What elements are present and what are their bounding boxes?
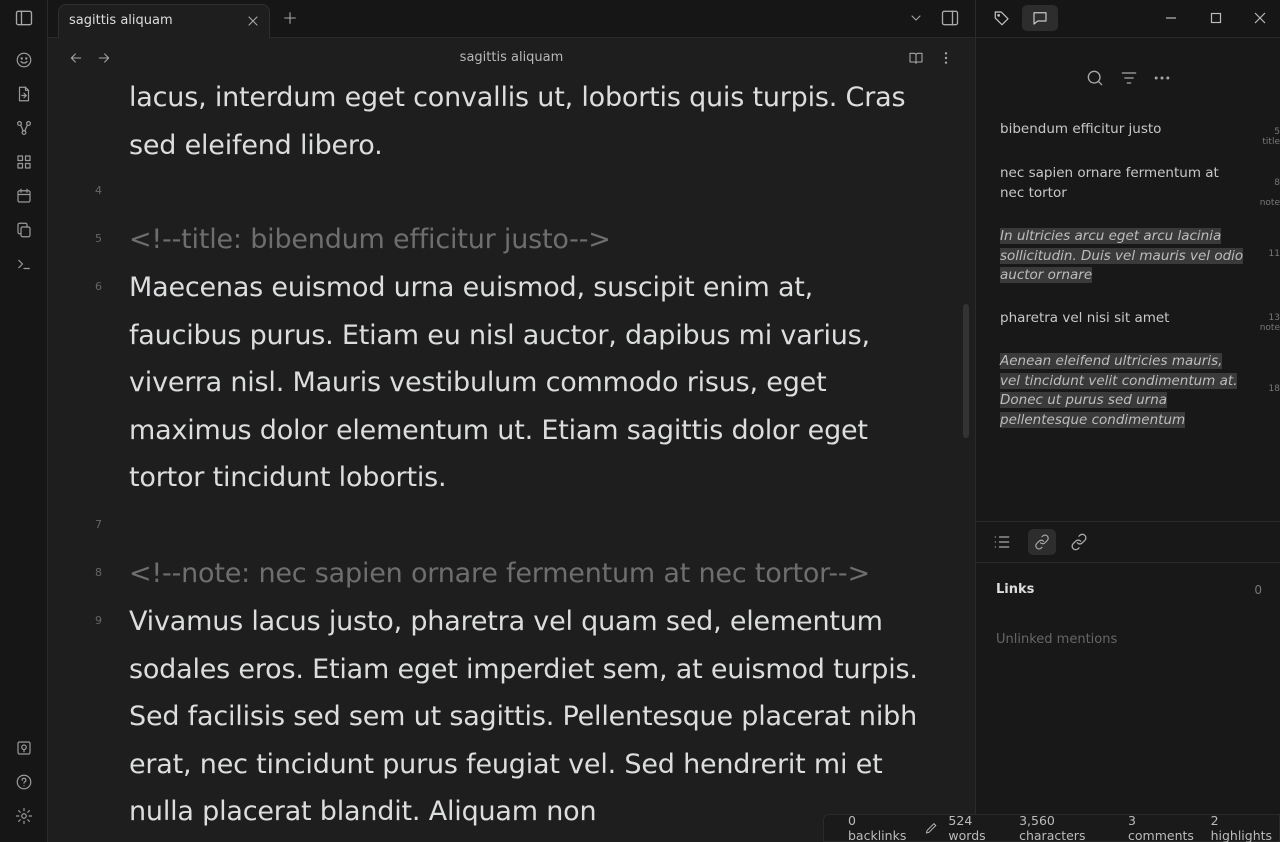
comment-line-number: 8 note (1259, 178, 1280, 208)
links-section-title[interactable]: Links (996, 582, 1035, 597)
outgoing-links-icon[interactable] (1069, 532, 1089, 552)
comments-tab-icon[interactable] (1022, 5, 1058, 31)
character-count: 3,560 characters (1019, 813, 1086, 842)
minimize-window-icon[interactable] (1164, 10, 1178, 24)
more-horizontal-icon[interactable] (1152, 68, 1172, 88)
vault-icon[interactable] (14, 738, 34, 758)
smiley-icon[interactable] (14, 50, 34, 70)
filter-icon[interactable] (1119, 68, 1139, 88)
copy-icon[interactable] (14, 220, 34, 240)
right-sidebar-header (976, 0, 1280, 38)
links-count: 0 (1254, 583, 1262, 597)
terminal-icon[interactable] (14, 254, 34, 274)
more-options-icon[interactable] (938, 50, 954, 66)
divider (976, 562, 1280, 563)
comment-line-number: 18 (1268, 384, 1280, 394)
view-header (48, 38, 975, 78)
chevron-down-icon[interactable] (908, 10, 924, 26)
tab-sagittis-aliquam[interactable] (58, 4, 270, 38)
comment-line-number: 13 note (1259, 313, 1280, 333)
comment-text: pharetra vel nisi sit amet (1000, 310, 1170, 326)
calendar-icon[interactable] (14, 186, 34, 206)
highlight-text: In ultricies arcu eget arcu lacinia sollicitudin. Duis vel mauris vel odio auctor ornare (1000, 228, 1244, 283)
comment-line-text[interactable]: <!--note: nec sapien ornare fermentum at nec tortor--> (129, 558, 870, 589)
search-icon[interactable] (1085, 68, 1105, 88)
comment-item[interactable] (1000, 309, 1280, 333)
line-number: 6 (95, 280, 102, 293)
reading-view-book-icon[interactable] (908, 50, 924, 66)
line-number: 7 (95, 518, 102, 531)
grid-icon[interactable] (14, 152, 34, 172)
backlinks-icon[interactable] (1028, 529, 1056, 555)
file-import-icon[interactable] (14, 84, 34, 104)
tags-tab-icon[interactable] (984, 5, 1020, 31)
status-bar (823, 814, 1280, 842)
comment-line-number: 11 (1268, 249, 1280, 259)
comment-line-number: 5 title (1262, 127, 1280, 147)
backlinks-count[interactable]: 0 backlinks (848, 813, 907, 842)
new-tab-plus-icon[interactable] (282, 10, 298, 26)
line-text[interactable]: Vivamus lacus justo, pharetra vel quam sed, elementum sodales eros. Etiam eget imperdiet sem, at euismod turpis. Sed facilisis sed sem ut sagittis. Pellentesque placerat nibh erat, nec tincidunt purus feugiat vel. Sed hendrerit mi et nulla placerat blandit. Aliquam non (129, 606, 918, 827)
tab-title: sagittis aliquam (69, 13, 173, 28)
close-window-icon[interactable] (1253, 10, 1267, 24)
left-sidebar-toggle-icon[interactable] (14, 8, 34, 28)
comment-line-text[interactable]: <!--title: bibendum efficitur justo--> (129, 224, 611, 255)
line-number: 9 (95, 614, 102, 627)
graph-icon[interactable] (14, 118, 34, 138)
divider (976, 521, 1280, 522)
line-number: 8 (95, 566, 102, 579)
edit-pencil-icon[interactable] (924, 820, 939, 836)
right-sidebar-toggle-icon[interactable] (940, 8, 960, 28)
maximize-window-icon[interactable] (1209, 10, 1223, 24)
line-text[interactable]: lacus, interdum eget convallis ut, lobortis quis turpis. Cras sed eleifend libero. (129, 82, 906, 161)
comment-item[interactable] (1000, 227, 1280, 286)
word-count: 524 words (948, 813, 986, 842)
help-icon[interactable] (14, 772, 34, 792)
line-number: 5 (95, 232, 102, 245)
comment-item[interactable] (1000, 352, 1280, 430)
line-text[interactable]: Maecenas euismod urna euismod, suscipit enim at, faucibus purus. Etiam eu nisl auctor, dapibus mi varius, viverra nisl. Mauris vestibulum commodo risus, eget maximus dolor elementum ut. Etiam sagittis dolor eget tortor tincidunt lobortis. (129, 272, 870, 493)
comment-item[interactable] (1000, 164, 1280, 208)
highlight-text: Aenean eleifend ultricies mauris, vel tincidunt velit condimentum at. Donec ut purus sed urna pellentesque condimentum (1000, 353, 1238, 428)
left-ribbon (0, 0, 48, 842)
highlights-count: 2 highlights (1210, 813, 1273, 842)
right-sidebar (975, 0, 1280, 842)
tab-bar (48, 0, 975, 38)
outline-list-icon[interactable] (992, 532, 1012, 552)
line-number: 4 (95, 184, 102, 197)
editor-pane (48, 38, 975, 842)
unlinked-mentions-title[interactable]: Unlinked mentions (996, 632, 1118, 647)
close-icon[interactable] (245, 13, 261, 29)
view-title[interactable]: sagittis aliquam (459, 50, 564, 65)
settings-icon[interactable] (14, 806, 34, 826)
comment-item[interactable] (1000, 120, 1280, 147)
comment-text: bibendum efficitur justo (1000, 121, 1162, 137)
comments-count: 3 comments (1128, 813, 1194, 842)
editor-scrollbar[interactable] (963, 304, 969, 438)
comment-text: nec sapien ornare fermentum at nec tortor (1000, 165, 1219, 201)
